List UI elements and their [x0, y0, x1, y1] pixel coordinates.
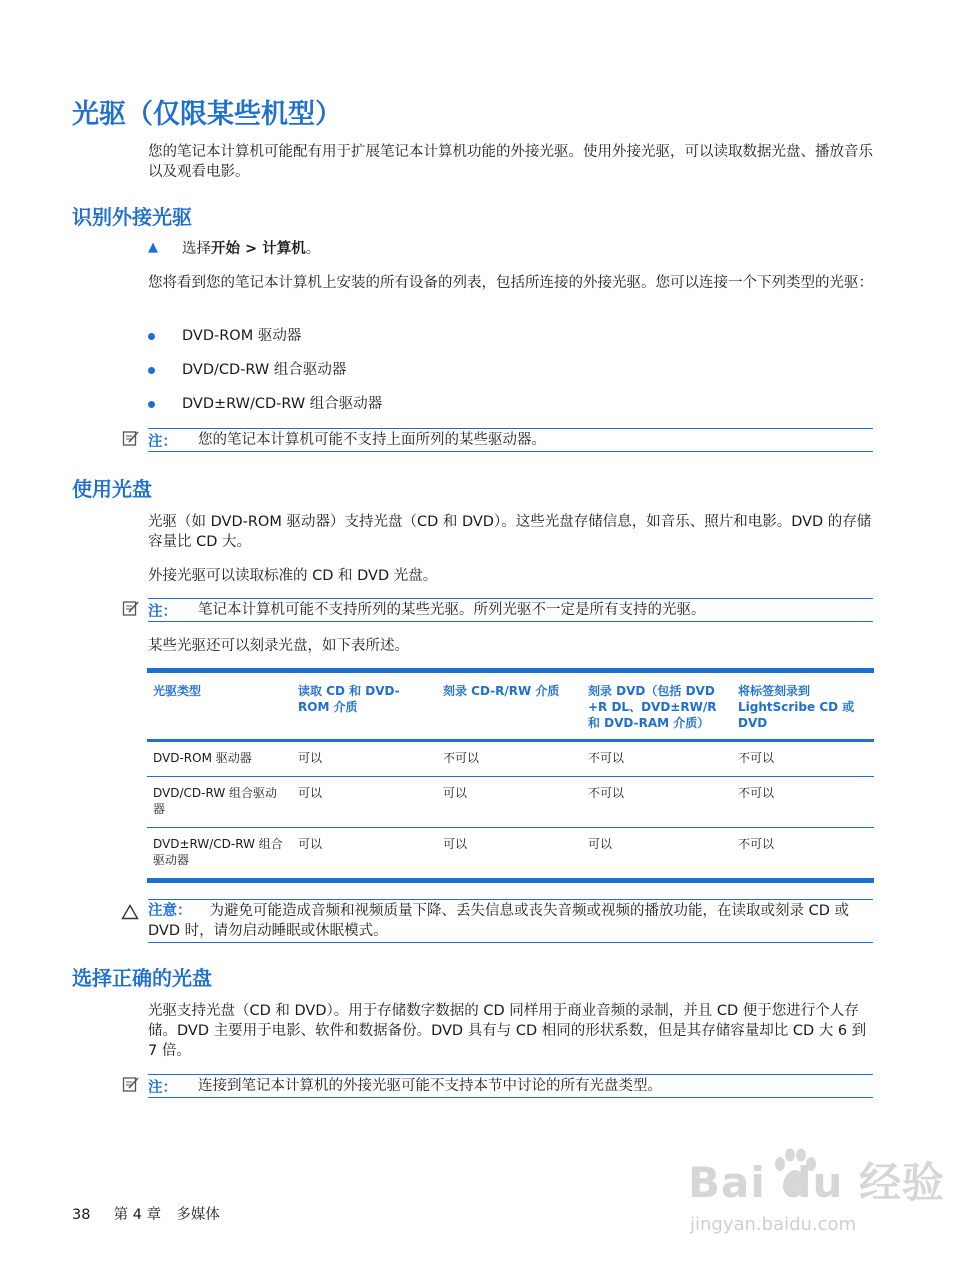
note-box: [148, 1074, 873, 1098]
intro-paragraph: 您的笔记本计算机可能配有用于扩展笔记本计算机功能的外接光驱。使用外接光驱，可以读取数据光盘、播放音乐以及观看电影。: [148, 144, 873, 180]
table-cell: 不可以: [437, 741, 582, 777]
bullet-dot-icon: [148, 333, 155, 340]
table-cell: 可以: [437, 777, 582, 828]
note-box: [148, 598, 873, 622]
burn-paragraph: 某些光驱还可以刻录光盘，如下表所述。: [148, 638, 409, 654]
table-row: [147, 828, 874, 881]
note-label: 注：: [148, 1080, 177, 1096]
page-footer: [72, 1203, 220, 1224]
table-cell: 可以: [443, 837, 468, 851]
note-pencil-icon: [122, 429, 140, 447]
note-box: [148, 428, 873, 452]
table-header-row: [147, 671, 874, 741]
table-header-cell: 刻录 DVD（包括 DVD +R DL、DVD±RW/R 和 DVD-RAM 介质）: [582, 671, 732, 741]
step-suffix: 。: [305, 241, 321, 257]
note-text: 您的笔记本计算机可能不支持上面所列的某些驱动器。: [198, 432, 546, 448]
step-arrow-icon: ▲: [148, 240, 158, 255]
bullet-dot-icon: [148, 367, 155, 374]
caution-label: 注意：: [148, 903, 192, 919]
table-header-cell: 刻录 CD-R/RW 介质: [437, 671, 582, 741]
chapter-title: 多媒体: [176, 1207, 220, 1223]
list-item: DVD/CD-RW 组合驱动器: [182, 362, 347, 378]
section-heading-choose-disc: 选择正确的光盘: [72, 966, 212, 990]
caution-box: [148, 899, 873, 943]
drive-capability-table: [147, 668, 874, 883]
table-cell: DVD/CD-RW 组合驱动器: [147, 777, 292, 828]
watermark-url: jingyan.baidu.com: [690, 1214, 857, 1235]
table-cell: 不可以: [582, 777, 732, 828]
table-cell: 可以: [588, 837, 613, 851]
step-instruction: [182, 239, 320, 259]
step-menu-path: 开始 > 计算机: [211, 241, 306, 257]
table-cell: DVD±RW/CD-RW 组合驱动器: [153, 837, 283, 867]
list-item: DVD-ROM 驱动器: [182, 328, 302, 344]
table-row: [147, 777, 874, 828]
chapter-number: 第 4 章: [113, 1207, 162, 1223]
note-label: 注：: [148, 604, 177, 620]
page-title: 光驱（仅限某些机型）: [72, 99, 342, 130]
section-heading-using-discs: 使用光盘: [72, 477, 152, 501]
note-pencil-icon: [122, 599, 140, 617]
page-number: 38: [72, 1207, 91, 1223]
note-text: 笔记本计算机可能不支持所列的某些光驱。所列光驱不一定是所有支持的光驱。: [198, 602, 706, 618]
table-cell: 可以: [298, 837, 323, 851]
list-item: DVD±RW/CD-RW 组合驱动器: [182, 396, 383, 412]
choose-disc-paragraph: 光驱支持光盘（CD 和 DVD）。用于存储数字数据的 CD 同样用于商业音频的录制，并且 CD 便于您进行个人存储。DVD 主要用于电影、软件和数据备份。DVD 具有与 CD 相同的形状系数，但是其存储容量却比 CD 大 6 到 7 倍。: [148, 1003, 867, 1059]
caution-triangle-icon: [121, 904, 139, 920]
drive-list-paragraph: 您将看到您的笔记本计算机上安装的所有设备的列表，包括所连接的外接光驱。您可以连接一个下列类型的光驱：: [148, 275, 873, 291]
note-text: 连接到笔记本计算机的外接光驱可能不支持本节中讨论的所有光盘类型。: [198, 1078, 662, 1094]
table-cell: 不可以: [732, 741, 874, 777]
table-cell: 不可以: [582, 741, 732, 777]
table-row: [147, 741, 874, 777]
bullet-dot-icon: [148, 401, 155, 408]
table-cell: 可以: [292, 777, 437, 828]
discs-paragraph: 光驱（如 DVD-ROM 驱动器）支持光盘（CD 和 DVD）。这些光盘存储信息，如音乐、照片和电影。DVD 的存储容量比 CD 大。: [148, 514, 872, 550]
table-cell: 不可以: [732, 777, 874, 828]
step-prefix: 选择: [182, 241, 211, 257]
table-cell: DVD-ROM 驱动器: [147, 741, 292, 777]
caution-text: 为避免可能造成音频和视频质量下降、丢失信息或丧失音频或视频的播放功能，在读取或刻录 CD 或 DVD 时，请勿启动睡眠或休眠模式。: [148, 903, 850, 939]
caution-content: [148, 901, 868, 941]
table-header-cell: 读取 CD 和 DVD-ROM 介质: [292, 671, 437, 741]
table-cell: 不可以: [738, 837, 775, 851]
table-cell: 可以: [292, 741, 437, 777]
section-heading-identify-drive: 识别外接光驱: [72, 205, 192, 229]
table-header-cell: 光驱类型: [147, 671, 292, 741]
standard-discs-paragraph: 外接光驱可以读取标准的 CD 和 DVD 光盘。: [148, 568, 438, 584]
note-label: 注：: [148, 434, 177, 450]
table-header-cell: 将标签刻录到 LightScribe CD 或 DVD: [732, 671, 874, 741]
watermark-logo-text: Bai du 经验: [688, 1158, 945, 1207]
note-pencil-icon: [122, 1075, 140, 1093]
